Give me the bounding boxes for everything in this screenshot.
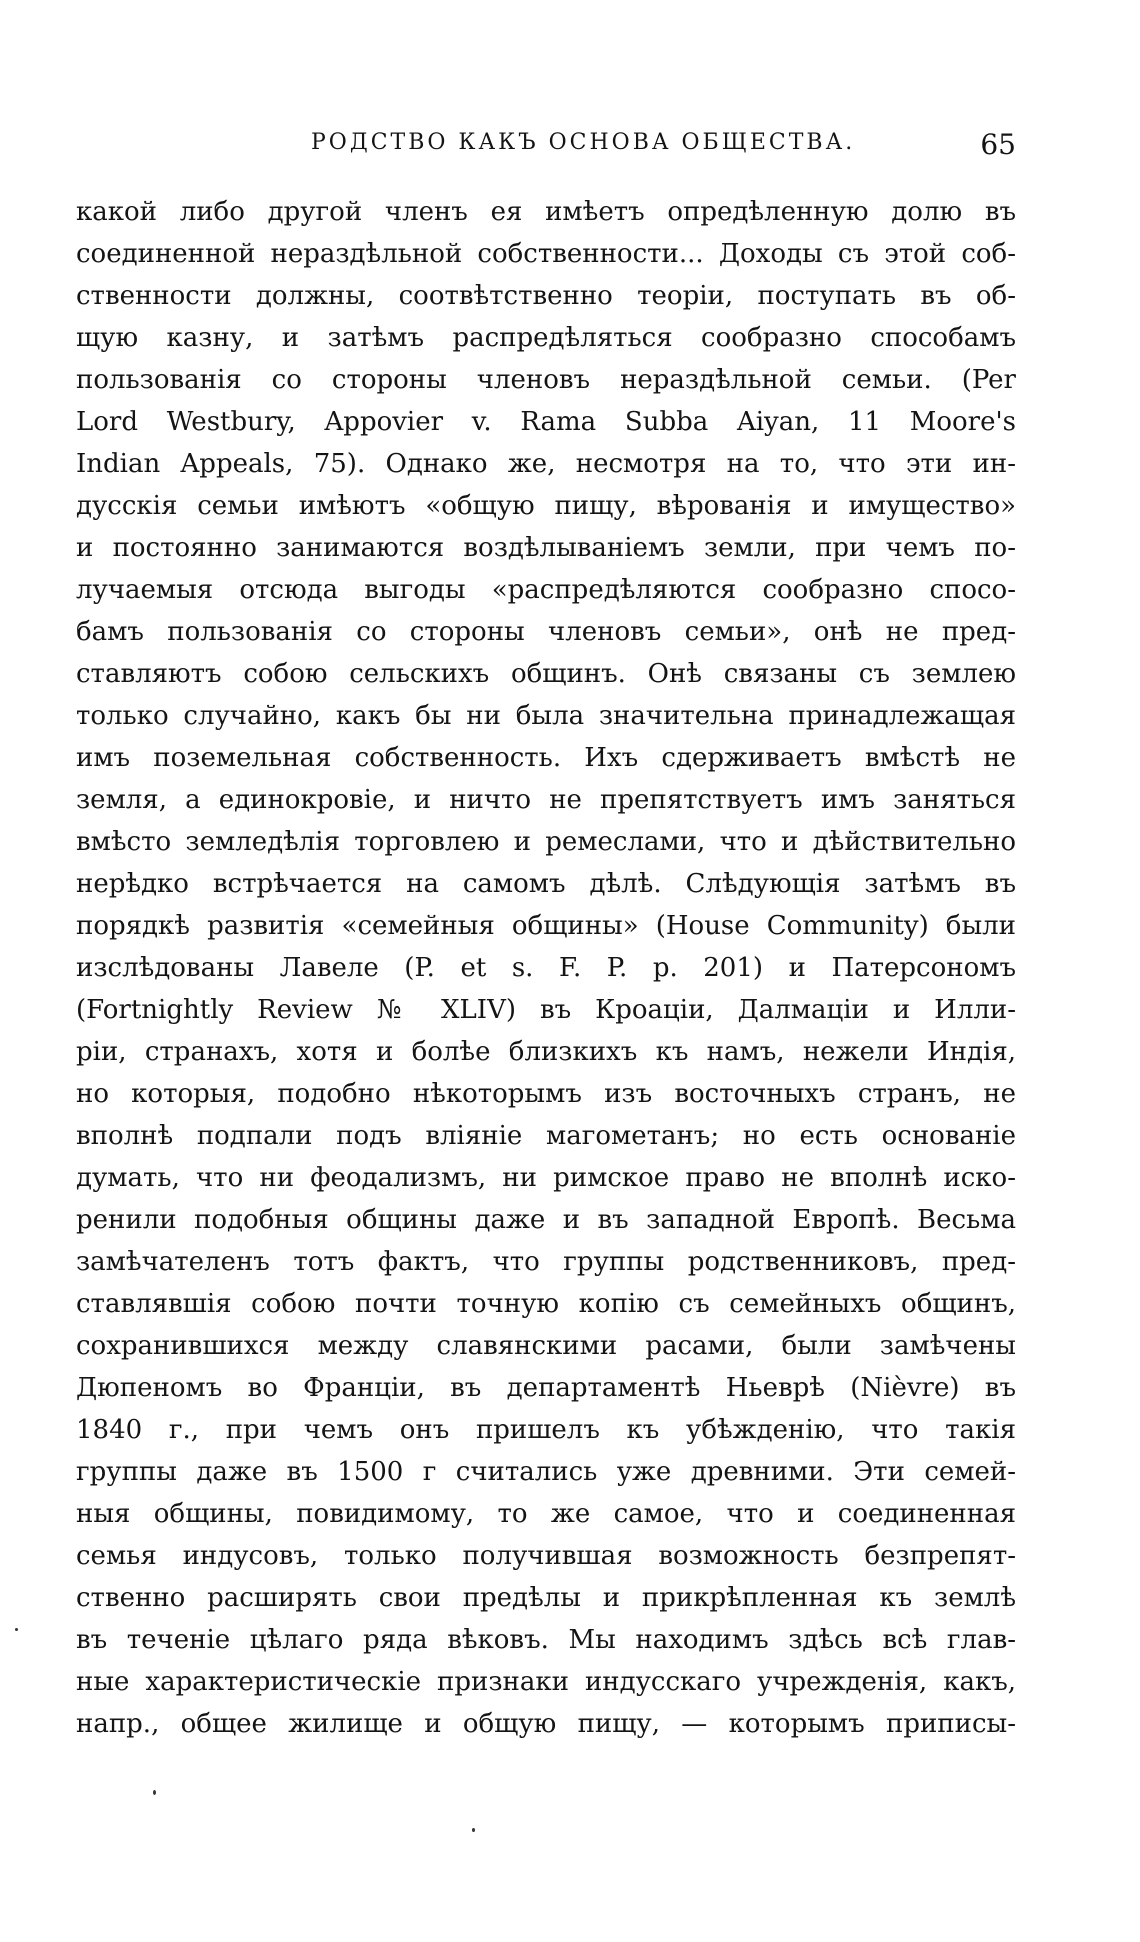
paper-speck (472, 1828, 475, 1832)
text-line: порядкѣ развитія «семейныя общины» (House Community) были (76, 911, 1016, 941)
text-line: ріи, странахъ, хотя и болѣе близкихъ къ намъ, нежели Индія, (76, 1037, 1016, 1067)
text-line: какой либо другой членъ ея имѣетъ опредѣленную долю въ (76, 197, 1016, 227)
text-line: вмѣсто земледѣлія торговлею и ремеслами, что и дѣйствительно (76, 827, 1016, 857)
text-line: нерѣдко встрѣчается на самомъ дѣлѣ. Слѣдующія затѣмъ въ (76, 869, 1016, 899)
text-line: бамъ пользованія со стороны членовъ семьи», онѣ не пред- (76, 617, 1016, 647)
text-line: щую казну, и затѣмъ распредѣляться сообразно способамъ (76, 323, 1016, 353)
text-line: лучаемыя отсюда выгоды «распредѣляются сообразно спосо- (76, 575, 1016, 605)
paper-speck (153, 1790, 156, 1795)
text-line: и постоянно занимаются воздѣлываніемъ земли, при чемъ по- (76, 533, 1016, 563)
text-line: но которыя, подобно нѣкоторымъ изъ восточныхъ странъ, не (76, 1079, 1016, 1109)
text-line: дусскія семьи имѣютъ «общую пищу, вѣрованія и имущество» (76, 491, 1016, 521)
text-line: 1840 г., при чемъ онъ пришелъ къ убѣжденію, что такія (76, 1415, 1016, 1445)
text-line: сохранившихся между славянскими расами, были замѣчены (76, 1331, 1016, 1361)
text-line: ственно расширять свои предѣлы и прикрѣпленная къ землѣ (76, 1583, 1016, 1613)
running-head (76, 128, 1016, 172)
text-line: пользованія со стороны членовъ нераздѣльной семьи. (Per (76, 365, 1016, 395)
text-line: только случайно, какъ бы ни была значительна принадлежащая (76, 701, 1016, 731)
text-line: соединенной нераздѣльной собственности... Доходы съ этой соб- (76, 239, 1016, 269)
text-line: семья индусовъ, только получившая возможность безпрепят- (76, 1541, 1016, 1571)
text-line: замѣчателенъ тотъ фактъ, что группы родственниковъ, пред- (76, 1247, 1016, 1277)
text-line: вполнѣ подпали подъ вліяніе магометанъ; но есть основаніе (76, 1121, 1016, 1151)
text-line: въ теченіе цѣлаго ряда вѣковъ. Мы находимъ здѣсь всѣ глав- (76, 1625, 1016, 1655)
paper-speck (15, 1628, 18, 1631)
text-line: ставляютъ собою сельскихъ общинъ. Онѣ связаны съ землею (76, 659, 1016, 689)
text-line: земля, а единокровіе, и ничто не препятствуетъ имъ заняться (76, 785, 1016, 815)
text-line: изслѣдованы Лавеле (P. et s. F. P. p. 201) и Патерсономъ (76, 953, 1016, 983)
text-line: ренили подобныя общины даже и въ западной Европѣ. Весьма (76, 1205, 1016, 1235)
text-line: имъ поземельная собственность. Ихъ сдерживаетъ вмѣстѣ не (76, 743, 1016, 773)
text-line: напр., общее жилище и общую пищу, — которымъ приписы- (76, 1709, 1016, 1739)
page-number: 65 (980, 128, 1016, 161)
text-line: группы даже въ 1500 г считались уже древними. Эти семей- (76, 1457, 1016, 1487)
text-line: Lord Westbury, Appovier v. Rama Subba Aiyan, 11 Moore's (76, 407, 1016, 437)
text-line: (Fortnightly Review № XLIV) въ Кроаціи, Далмаціи и Илли- (76, 995, 1016, 1025)
text-line: ные характеристическіе признаки индусскаго учрежденія, какъ, (76, 1667, 1016, 1697)
text-line: ственности должны, соотвѣтственно теоріи, поступать въ об- (76, 281, 1016, 311)
text-line: Indian Appeals, 75). Однако же, несмотря на то, что эти ин- (76, 449, 1016, 479)
text-line: Дюпеномъ во Франціи, въ департаментѣ Ньеврѣ (Nièvre) въ (76, 1373, 1016, 1403)
text-line: ставлявшія собою почти точную копію съ семейныхъ общинъ, (76, 1289, 1016, 1319)
body-text (76, 192, 1016, 1752)
running-title: РОДСТВО КАКЪ ОСНОВА ОБЩЕСТВА. (311, 130, 856, 155)
text-line: думать, что ни феодализмъ, ни римское право не вполнѣ иско- (76, 1163, 1016, 1193)
text-line: ныя общины, повидимому, то же самое, что и соединенная (76, 1499, 1016, 1529)
